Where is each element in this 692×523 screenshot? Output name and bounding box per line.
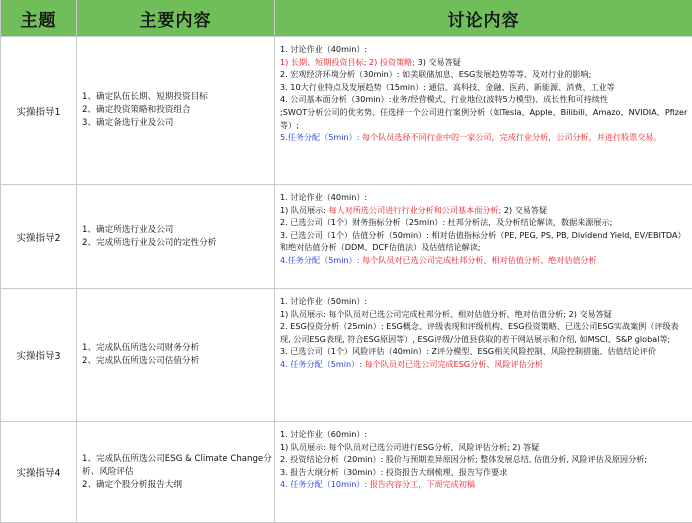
main-content-cell bbox=[77, 185, 275, 289]
discussion-cell bbox=[275, 37, 692, 185]
main-item: 2、完成队伍所选公司估值分析 bbox=[82, 356, 200, 366]
discussion-line: 4. 公司基本面分析（30min）:业务/经营模式、行业地位(波特5力模型)、成长性和可持续性 bbox=[280, 94, 608, 105]
discussion-line: 1. 讨论作业（60min）: bbox=[280, 429, 368, 439]
table-row bbox=[0, 289, 692, 422]
discussion-line: 2. 宏观经济环境分析（30min）: 如美联储加息、ESG发展趋势等等、及对行业的影响; bbox=[280, 69, 592, 80]
discussion-line: 1) 长期、短期投资目标; 2) 投资策略; 3) 交易答疑 bbox=[280, 56, 461, 67]
main-content-cell bbox=[77, 289, 275, 422]
task-assignment: 4.任务分配（5min）: 每个队员对已选公司完成杜邦分析、相对估值分析、绝对估值分析 bbox=[280, 254, 597, 265]
table-row bbox=[0, 37, 692, 185]
table-row bbox=[0, 422, 692, 523]
topic-cell: 实操指导2 bbox=[0, 185, 77, 289]
discussion-line: 1. 讨论作业（40min）: bbox=[280, 44, 368, 54]
discussion-line: 1. 讨论作业（40min）: bbox=[280, 192, 368, 202]
task-assignment: 4. 任务分配（10min）: 报告内容分工，下周完成初稿 bbox=[280, 479, 475, 490]
discussion-line: 1. 讨论作业（50min）: bbox=[280, 296, 368, 306]
discussion-cell bbox=[275, 422, 692, 523]
discussion-line: 3. 报告大纲分析（30min）: 投资报告大纲梳理、报告写作要求 bbox=[280, 466, 508, 477]
main-item: 2、确定投资策略和投资组合 bbox=[82, 105, 191, 115]
task-assignment: 4. 任务分配（5min）: 每个队员对已选公司完成ESG分析、风险评估分析 bbox=[280, 358, 543, 369]
discussion-line: 2. ESG投资分析（25min）: ESG概念、评级表现和评级机构、ESG投资策略、已选公司ESG实战案例（评级表现, 公司ESG表现, 符合ESG原因等）, ESG评级/分值县获取的若干网站展示和介绍, 如MSCI、S&P global等; bbox=[280, 321, 679, 344]
discussion-line: 2. 已选公司（1个）财务指标分析（25min）: 杜邦分析法，及分析结论解读，数据来源展示; bbox=[280, 217, 613, 228]
main-item: 1、确定队伍长期、短期投资目标 bbox=[82, 92, 208, 102]
discussion-line: 1) 队员展示: 每个队员对已选公司完成杜邦分析、相对估值分析、绝对估值分析; 2) 交易答疑 bbox=[280, 308, 612, 319]
discussion-cell bbox=[275, 289, 692, 422]
main-item: 2、确定个股分析报告大纲 bbox=[82, 479, 182, 490]
discussion-cell bbox=[275, 185, 692, 289]
discussion-line: 1) 队员展示: 每人对所选公司进行行业分析和公司基本面分析; 2) 交易答疑 bbox=[280, 204, 548, 215]
discussion-line: 2. 投资结论分析（20min）: 股价与预期差异原因分析; 整体发展总结, 估值分析, 风险评估及原因分析; bbox=[280, 454, 648, 465]
main-item: 2、完成所选行业及公司的定性分析 bbox=[82, 237, 217, 248]
main-content-cell bbox=[77, 422, 275, 523]
main-item: 1、完成队伍所选公司ESG & Climate Change分析、风险评估 bbox=[82, 453, 272, 477]
main-item: 1、确定所选行业及公司 bbox=[82, 224, 174, 235]
table-row bbox=[0, 185, 692, 289]
main-content-cell bbox=[77, 37, 275, 185]
topic-cell: 实操指导3 bbox=[0, 289, 77, 422]
table-header bbox=[0, 0, 692, 37]
discussion-line: 3. 已选公司（1个）风险评估（40min）: Z评分模型、ESG相关风险控制、风险控制措施、估值结论评价 bbox=[280, 346, 656, 357]
main-item: 3、确定备选行业及公司 bbox=[82, 118, 174, 128]
task-assignment: 5.任务分配（5min）: 每个队员选择不同行业中的一家公司，完成行业分析，公司分析，并进行股票交易。 bbox=[280, 132, 662, 143]
main-item: 1、完成队伍所选公司财务分析 bbox=[82, 343, 200, 353]
discussion-line: ;SWOT分析公司的优劣势、任选择一个公司进行案例分析（如Tesla、Apple、Bilibili、Amazo、NVIDIA、Pfizer等）; bbox=[280, 106, 688, 130]
discussion-line: 3. 已选公司（1个）估值分析（50min）: 相对估值指标分析（PE, PEG, PS, PB, Dividend Yield, EV/EBITDA）和绝对估值分析（DDM、DCF估值法）及估值结论解读; bbox=[280, 229, 686, 253]
header-discussion: 讨论内容 bbox=[275, 0, 692, 37]
header-main-content: 主要内容 bbox=[77, 0, 275, 37]
topic-cell: 实操指导1 bbox=[0, 37, 77, 185]
header-topic: 主题 bbox=[0, 0, 77, 37]
discussion-line: 3. 10大行业特点及发展趋势（15min）: 通信、高科技、金融、医药、新能源、消费、工业等 bbox=[280, 81, 615, 92]
discussion-line: 1) 队员展示: 每个队员对已选公司进行ESG分析、风险评估分析; 2) 答疑 bbox=[280, 441, 540, 452]
topic-cell: 实操指导4 bbox=[0, 422, 77, 523]
